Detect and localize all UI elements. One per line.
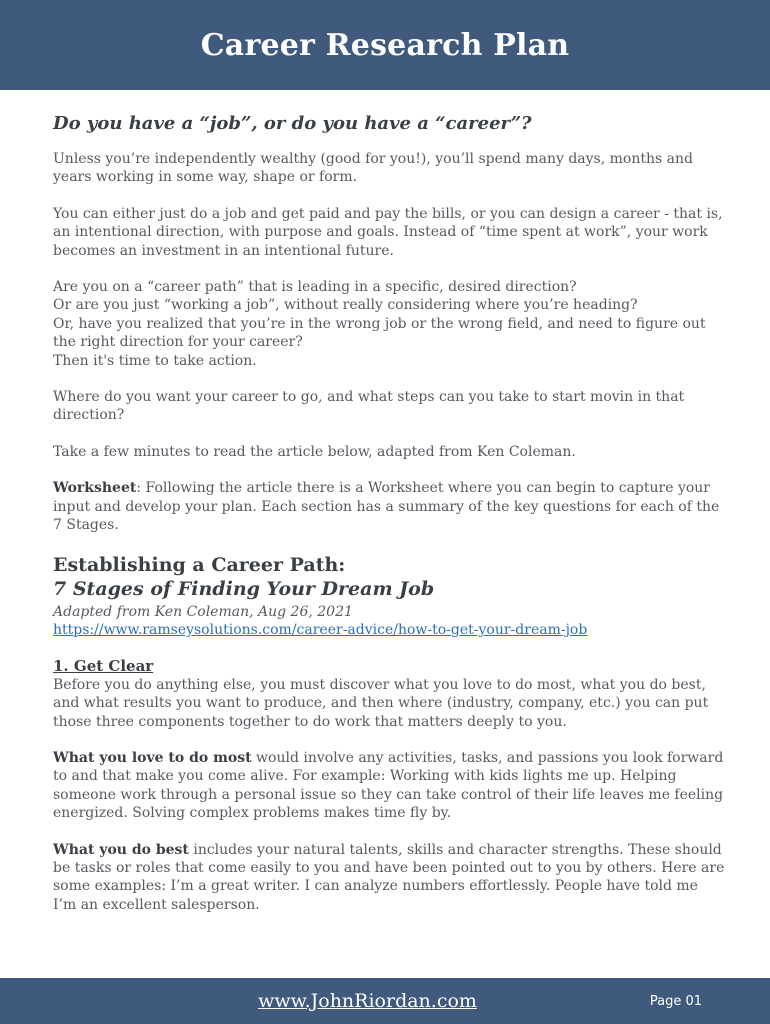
love-label: What you love to do most xyxy=(53,749,252,766)
worksheet-text: : Following the article there is a Worksheet where you can begin to capture your input and develop your plan. Each section has a summary of the key questions for each of the 7 Stages. xyxy=(53,480,720,534)
worksheet-paragraph xyxy=(53,479,725,534)
step-1-text: Before you do anything else, you must discover what you love to do most, what you do best, and what results you want to produce, and then where (industry, company, etc.) you can put those three components together to do work that matters deeply to you. xyxy=(53,676,709,730)
best-label: What you do best xyxy=(53,841,189,858)
article-title: Establishing a Career Path: xyxy=(53,553,346,576)
intro-questions xyxy=(53,278,725,370)
footer-website-link[interactable]: www.JohnRiordan.com xyxy=(258,990,477,1012)
page-title: Career Research Plan xyxy=(200,27,570,63)
worksheet-label: Worksheet xyxy=(53,480,137,497)
intro-paragraph-5: Take a few minutes to read the article below, adapted from Ken Coleman. xyxy=(53,443,576,460)
intro-paragraph-1: Unless you’re independently wealthy (good for you!), you’ll spend many days, months and years working in some way, shape or form. xyxy=(53,151,693,186)
article-subtitle: 7 Stages of Finding Your Dream Job xyxy=(53,577,435,600)
best-text: includes your natural talents, skills and character strengths. These should be tasks or roles that come easily to you and have been pointed out to you by others. Here are some examples: I’m a great writer. I can analyze numbers effortlessly. People have told me I’m an excellent salesperson. xyxy=(53,841,725,913)
page-header xyxy=(0,0,770,90)
question-line: Are you on a “career path” that is leading in a specific, desired direction? xyxy=(53,279,577,296)
question-line: Or are you just “working a job”, without really considering where you’re heading? xyxy=(53,297,638,314)
page-number: Page 01 xyxy=(649,994,702,1009)
intro-paragraph-4: Where do you want your career to go, and what steps can you take to start movin in that direction? xyxy=(53,389,685,424)
question-line: Or, have you realized that you’re in the wrong job or the wrong field, and need to figure out the right direction for your career? xyxy=(53,315,706,351)
question-line: Then it's time to take action. xyxy=(53,352,257,369)
page-footer xyxy=(0,978,770,1024)
love-text: would involve any activities, tasks, and passions you look forward to and that make you come alive. For example: Working with kids lights me up. Helping someone work through a personal issue so they can take control of their life leaves me feeling energized. Solving complex problems makes time fly by. xyxy=(53,749,724,822)
document-body xyxy=(53,112,725,932)
best-paragraph xyxy=(53,841,725,915)
intro-heading: Do you have a “job”, or do you have a “career”? xyxy=(53,113,532,134)
article-attribution: Adapted from Ken Coleman, Aug 26, 2021 xyxy=(53,603,353,620)
love-paragraph xyxy=(53,749,725,823)
step-1-title: 1. Get Clear xyxy=(53,657,154,676)
article-source-link[interactable]: https://www.ramseysolutions.com/career-advice/how-to-get-your-dream-job xyxy=(53,621,588,638)
intro-paragraph-2: You can either just do a job and get paid and pay the bills, or you can design a career - that is, an intentional direction, with purpose and goals. Instead of “time spent at work”, your work becomes an investment in an intentional future. xyxy=(53,205,723,259)
